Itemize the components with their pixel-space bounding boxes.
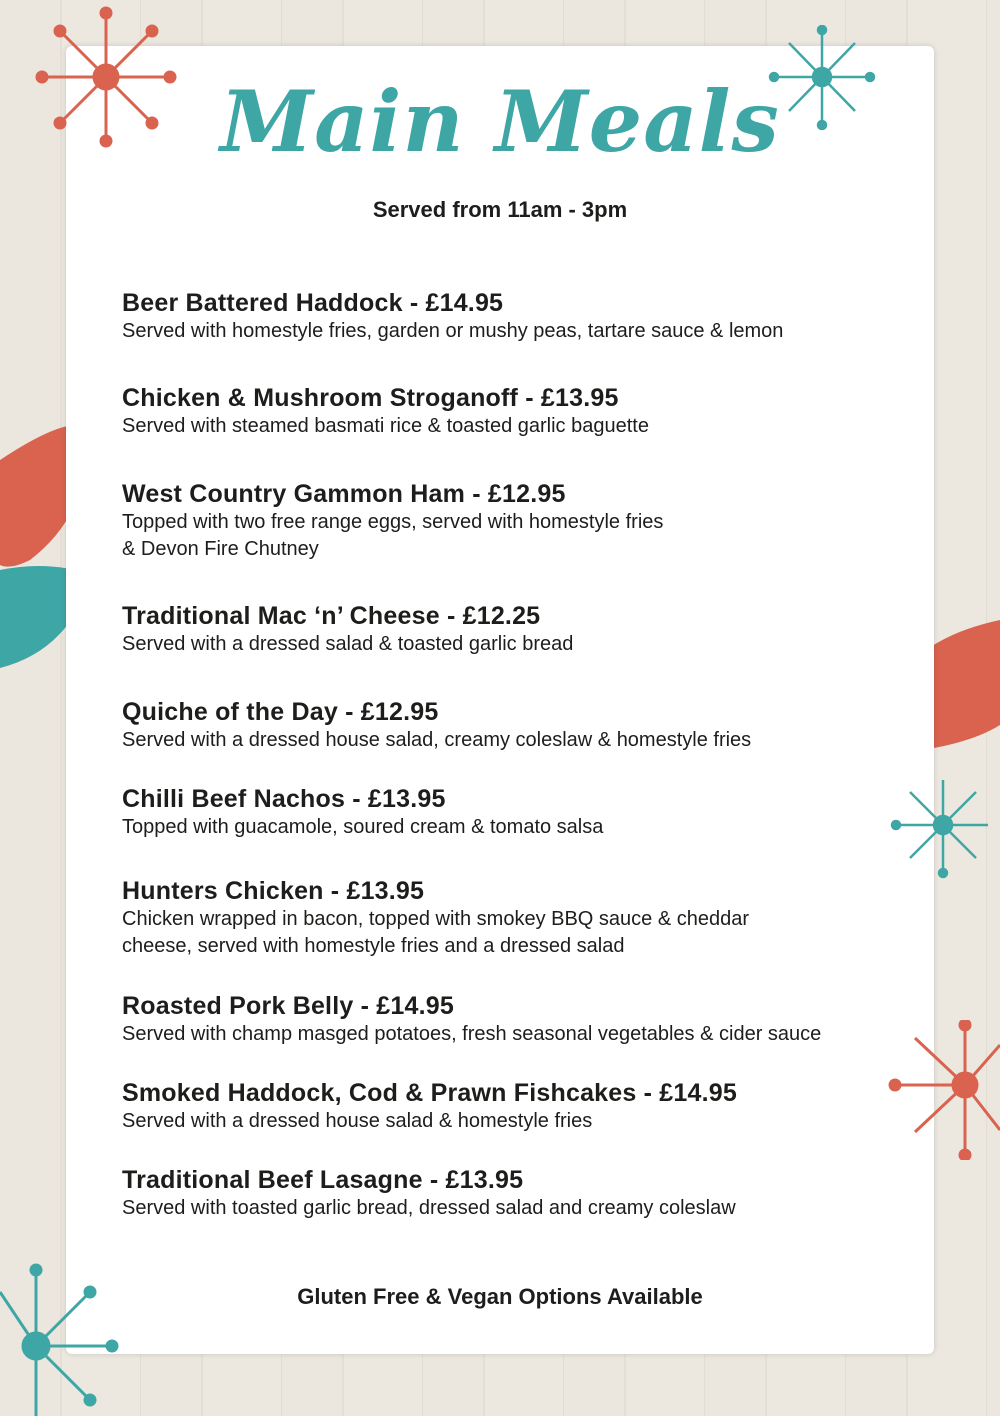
menu-item-name: Traditional Beef Lasagne - £13.95: [122, 1166, 524, 1194]
menu-item: [122, 601, 922, 658]
menu-item-name: Roasted Pork Belly - £14.95: [122, 992, 454, 1020]
menu-item: [122, 991, 922, 1048]
page-title: Main Meals: [220, 72, 780, 171]
menu-item-description: Served with a dressed house salad, creamy coleslaw & homestyle fries: [122, 729, 752, 751]
menu-item-name: Smoked Haddock, Cod & Prawn Fishcakes - £14.95: [122, 1079, 737, 1107]
menu-item: [122, 876, 922, 960]
serving-hours: Served from 11am - 3pm: [372, 197, 628, 222]
menu-item-description: Topped with guacamole, soured cream & tomato salsa: [122, 816, 604, 838]
menu-item-name: West Country Gammon Ham - £12.95: [122, 480, 566, 508]
menu-item-description: Served with toasted garlic bread, dressed salad and creamy coleslaw: [122, 1197, 736, 1219]
menu-item: [122, 479, 922, 563]
menu-item-name: Quiche of the Day - £12.95: [122, 698, 439, 726]
menu-item-name: Hunters Chicken - £13.95: [122, 877, 425, 905]
menu-item: [122, 784, 922, 841]
menu-item: [122, 1078, 922, 1135]
menu-item-description: Chicken wrapped in bacon, topped with smokey BBQ sauce & cheddar cheese, served with homestyle fries and a dressed salad: [122, 908, 750, 957]
menu-item-description: Served with homestyle fries, garden or mushy peas, tartare sauce & lemon: [122, 320, 784, 342]
menu-item-description: Served with a dressed house salad & homestyle fries: [122, 1110, 593, 1132]
menu-item-description: Topped with two free range eggs, served with homestyle fries & Devon Fire Chutney: [122, 511, 664, 560]
dietary-note: Gluten Free & Vegan Options Available: [297, 1284, 703, 1309]
menu-item-name: Chilli Beef Nachos - £13.95: [122, 785, 446, 813]
menu-item-description: Served with a dressed salad & toasted garlic bread: [122, 633, 574, 655]
menu-item-name: Chicken & Mushroom Stroganoff - £13.95: [122, 384, 619, 412]
menu-item-description: Served with champ masged potatoes, fresh seasonal vegetables & cider sauce: [122, 1023, 822, 1045]
menu-item-name: Traditional Mac ‘n’ Cheese - £12.25: [122, 602, 541, 630]
menu-item: [122, 383, 922, 440]
menu-item-name: Beer Battered Haddock - £14.95: [122, 289, 504, 317]
menu-item: [122, 1165, 922, 1222]
menu-item: [122, 697, 922, 754]
menu-item: [122, 288, 922, 345]
menu-item-description: Served with steamed basmati rice & toasted garlic baguette: [122, 415, 649, 437]
